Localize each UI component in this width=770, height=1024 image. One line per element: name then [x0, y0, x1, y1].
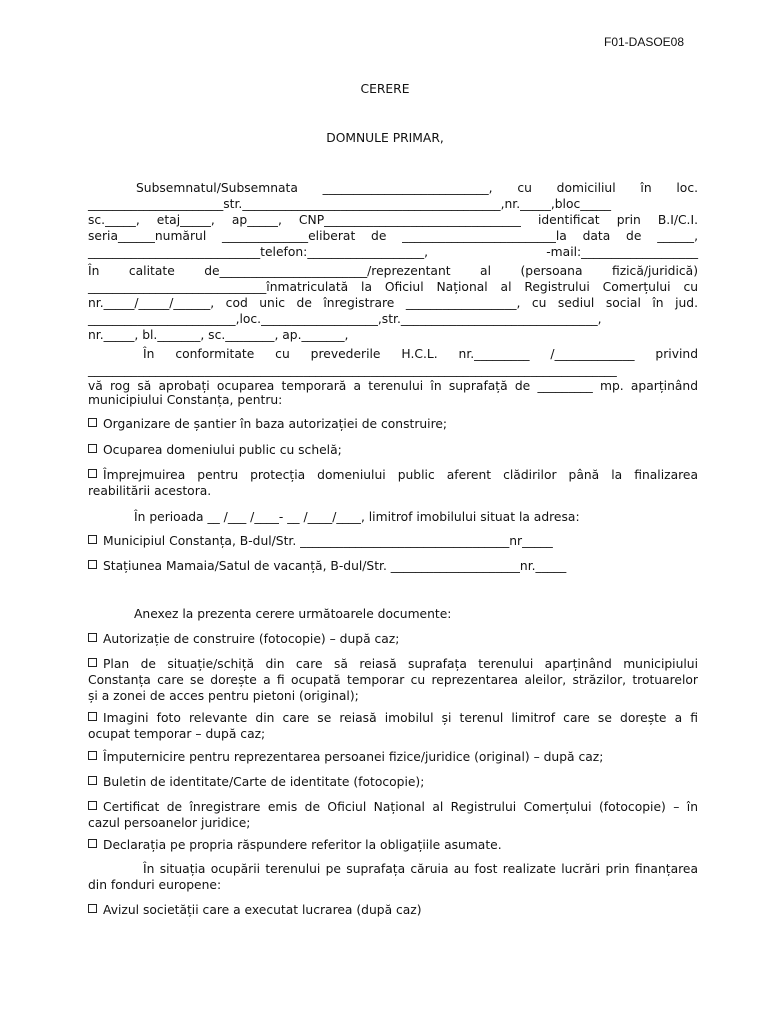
representative-line[interactable]: nr._____, bl._______, sc.________, ap._______, — [88, 328, 349, 342]
document-label: Autorizație de construire (fotocopie) – după caz; — [103, 632, 400, 646]
document-label: Avizul societății care a executat lucrarea (după caz) — [103, 903, 422, 917]
document-option-registration-certificate[interactable] — [88, 799, 698, 815]
period-line[interactable]: În perioada __ /___ /____- __ /____/____, limitrof imobilului situat la adresa: — [134, 510, 580, 524]
document-option-declaration[interactable] — [88, 837, 502, 853]
representative-line[interactable]: nr._____/_____/______, cod unic de înregistrare __________________, cu sediul social în jud. — [88, 296, 698, 310]
applicant-line[interactable]: ______________________str.__________________________________________,nr._____,bloc_____ — [88, 197, 612, 211]
checkbox-icon[interactable] — [88, 418, 97, 427]
checkbox-icon[interactable] — [88, 776, 97, 785]
representative-line[interactable]: ________________________,loc.___________________,str.________________________________, — [88, 312, 602, 326]
address-option-mamaia[interactable] — [88, 558, 566, 574]
checkbox-icon[interactable] — [88, 801, 97, 810]
addressee: DOMNULE PRIMAR, — [326, 131, 444, 145]
purpose-label: Organizare de șantier în baza autorizației de construire; — [103, 417, 448, 431]
purpose-label: Ocuparea domeniului public cu schelă; — [103, 443, 342, 457]
hcl-line[interactable]: ______________________________________________________________________________________ — [88, 363, 617, 377]
document-option-photos[interactable] — [88, 710, 698, 726]
hcl-line[interactable]: vă rog să aprobați ocuparea temporară a terenului în suprafață de _________ mp. aparținând — [88, 379, 698, 393]
annex-intro: Anexez la prezenta cerere următoarele documente: — [134, 607, 452, 621]
document-label: Împuternicire pentru reprezentarea persoanei fizice/juridice (original) – după caz; — [103, 750, 604, 764]
checkbox-icon[interactable] — [88, 560, 97, 569]
document-label: Certificat de înregistrare emis de Oficiul Național al Registrului Comerțului (fotocopie) – în — [103, 800, 698, 814]
document-label-continued: ocupat temporar – după caz; — [88, 727, 266, 741]
purpose-label: Împrejmuirea pentru protecția domeniului public aferent clădirilor până la finalizarea — [103, 468, 698, 482]
document-option-power-of-attorney[interactable] — [88, 749, 603, 765]
document-title: CERERE — [360, 82, 410, 96]
document-option-building-permit[interactable] — [88, 631, 399, 647]
applicant-line[interactable]: sc._____, etaj_____, ap_____, CNP________________________________ identificat prin B.I/C.I. — [88, 213, 698, 227]
checkbox-icon[interactable] — [88, 633, 97, 642]
checkbox-icon[interactable] — [88, 658, 97, 667]
eu-funds-note-continued: din fonduri europene: — [88, 878, 222, 892]
checkbox-icon[interactable] — [88, 469, 97, 478]
document-option-site-plan[interactable] — [88, 656, 698, 672]
document-option-contractor-approval[interactable] — [88, 902, 422, 918]
address-option-constanta[interactable] — [88, 533, 553, 549]
representative-line[interactable]: _____________________________înmatriculată la Oficiul Național al Registrului Comerțului cu — [88, 280, 698, 294]
document-label: Imagini foto relevante din care se reiasă imobilul și terenul limitrof care se dorește a fi — [103, 711, 698, 725]
purpose-label-continued: reabilitării acestora. — [88, 484, 212, 498]
purpose-option-scaffolding[interactable] — [88, 442, 342, 458]
hcl-line[interactable]: În conformitate cu prevederile H.C.L. nr._________ /_____________ privind — [143, 347, 698, 361]
document-label-continued: cazul persoanelor juridice; — [88, 816, 251, 830]
document-label: Buletin de identitate/Carte de identitate (fotocopie); — [103, 775, 425, 789]
hcl-line: municipiului Constanța, pentru: — [88, 393, 283, 407]
checkbox-icon[interactable] — [88, 535, 97, 544]
purpose-option-site-organization[interactable] — [88, 416, 447, 432]
checkbox-icon[interactable] — [88, 712, 97, 721]
eu-funds-note: În situația ocupării terenului pe suprafața căruia au fost realizate lucrări prin finanțarea — [143, 862, 698, 876]
document-label: Plan de situație/schiță din care să reiasă suprafața terenului aparținând municipiului — [103, 657, 698, 671]
applicant-line[interactable]: ____________________________telefon:___________________, -mail:___________________ — [88, 245, 698, 259]
address-label: Stațiunea Mamaia/Satul de vacanță, B-dul/Str. _____________________nr._____ — [103, 559, 567, 573]
document-code: F01-DASOE08 — [604, 35, 685, 49]
checkbox-icon[interactable] — [88, 444, 97, 453]
representative-line[interactable]: În calitate de________________________/reprezentant al (persoana fizică/juridică) — [88, 264, 698, 278]
document-label: Declarația pe propria răspundere referitor la obligațiile asumate. — [103, 838, 502, 852]
address-label: Municipiul Constanța, B-dul/Str. __________________________________nr_____ — [103, 534, 553, 548]
applicant-line[interactable]: Subsemnatul/Subsemnata ___________________________, cu domiciliul în loc. — [136, 181, 698, 195]
checkbox-icon[interactable] — [88, 904, 97, 913]
document-label-continued: și a zonei de acces pentru pietoni (original); — [88, 689, 359, 703]
document-option-identity-card[interactable] — [88, 774, 424, 790]
checkbox-icon[interactable] — [88, 751, 97, 760]
purpose-option-fencing[interactable] — [88, 467, 698, 483]
applicant-line[interactable]: seria______numărul ______________eliberat de _________________________la data de ______, — [88, 229, 698, 243]
checkbox-icon[interactable] — [88, 839, 97, 848]
document-label-continued: Constanța care se dorește a fi ocupată temporar cu reprezentarea aleilor, străzilor, trotuarelor — [88, 673, 698, 687]
